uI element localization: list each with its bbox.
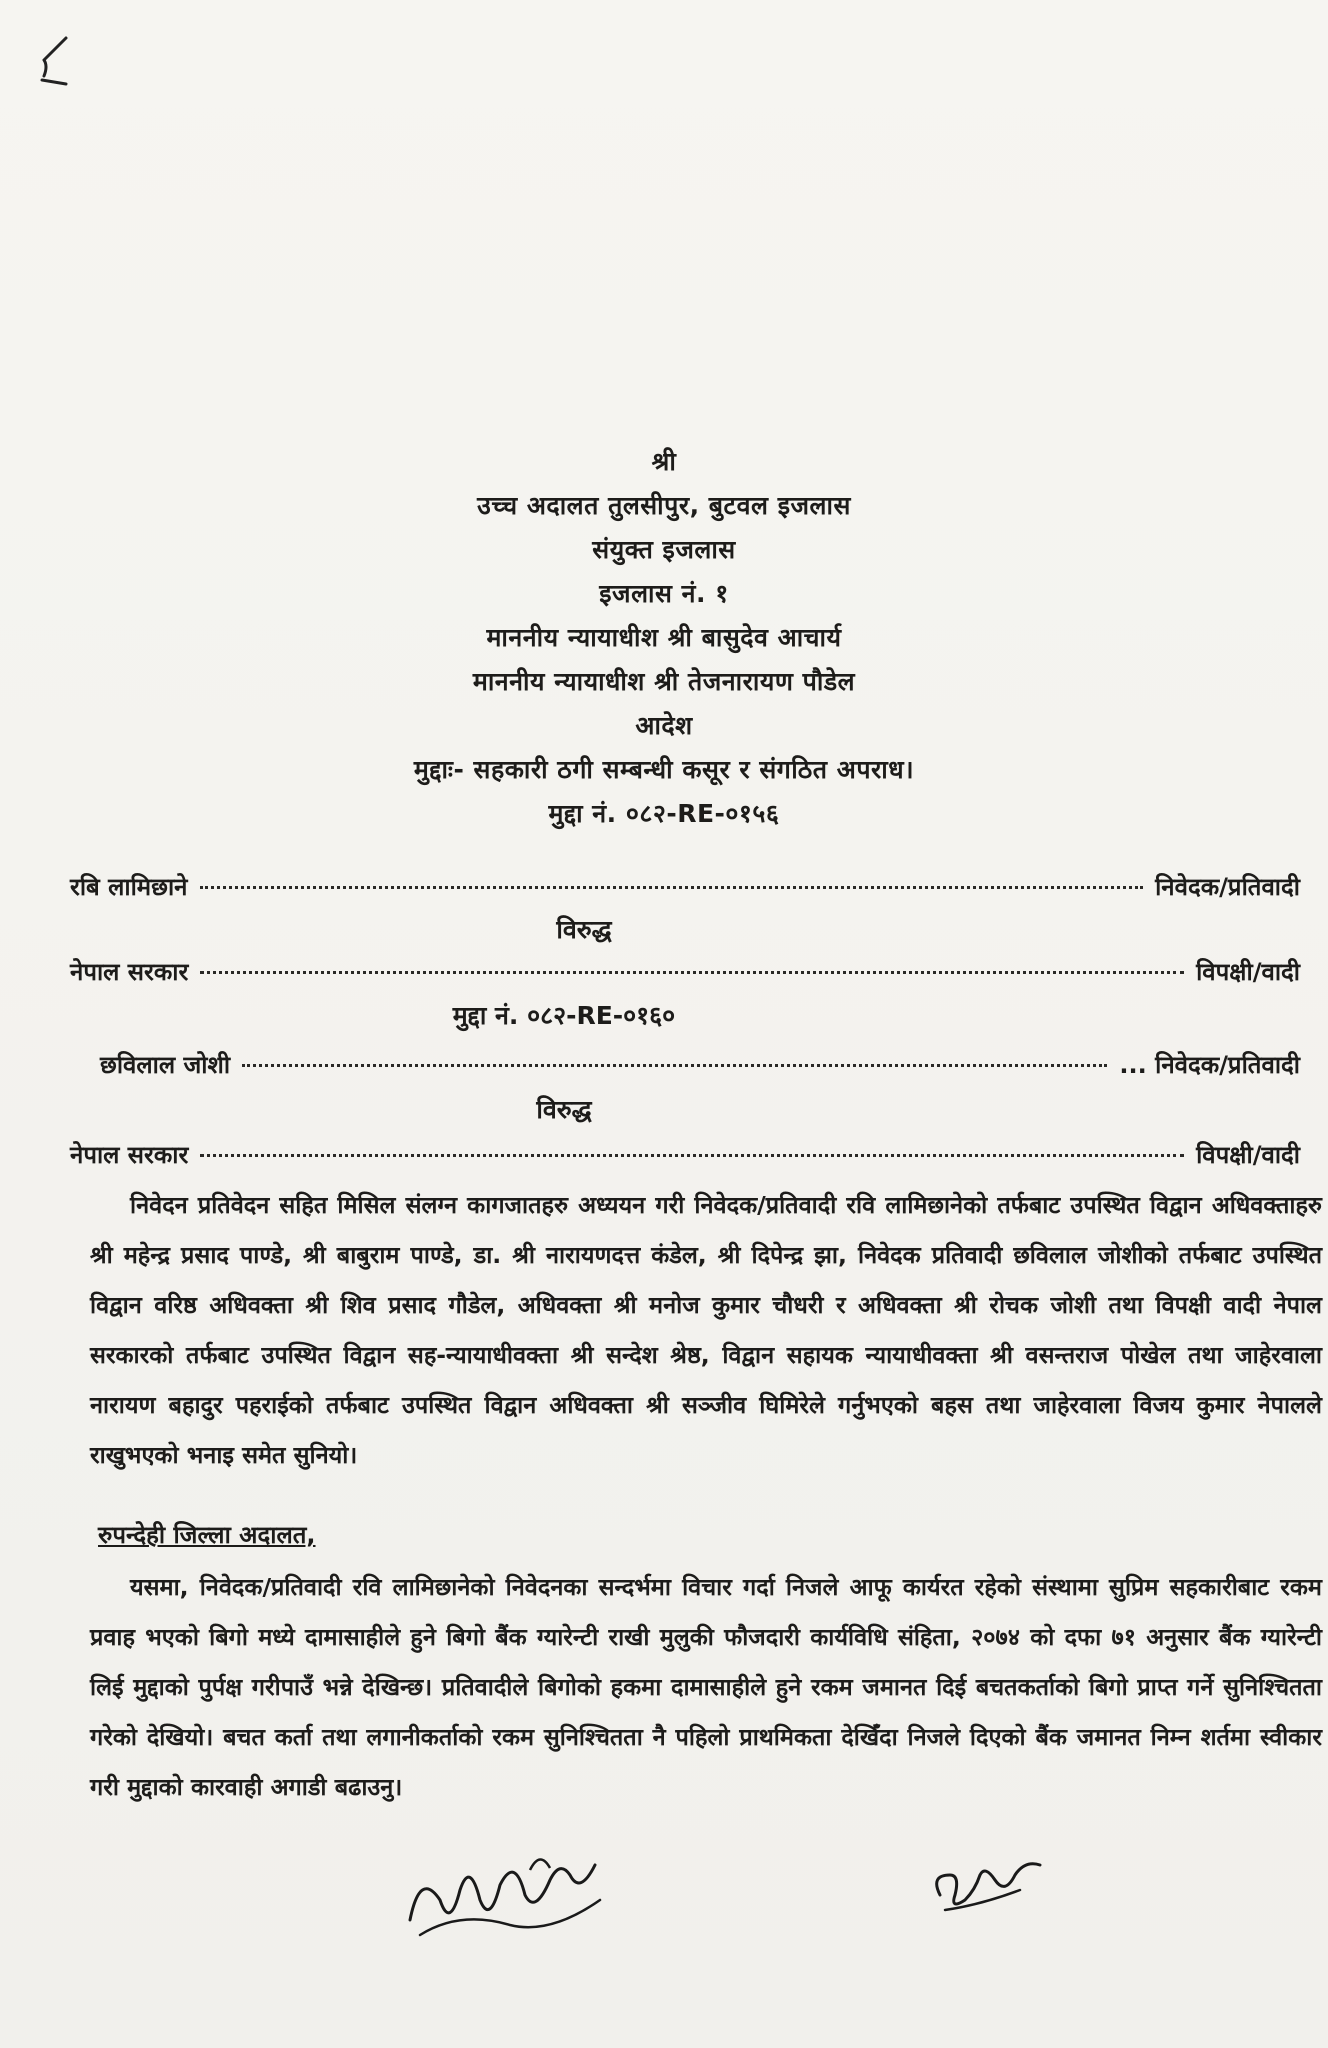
party-role: निवेदक/प्रतिवादी xyxy=(1155,873,1300,901)
leader-dots xyxy=(200,1154,1184,1157)
court-name: उच्च अदालत तुलसीपुर, बुटवल इजलास xyxy=(477,491,851,520)
corner-mark-icon xyxy=(36,30,76,90)
party-role: विपक्षी/वादी xyxy=(1196,1141,1300,1169)
judge-2: माननीय न्यायाधीश श्री तेजनारायण पौडेल xyxy=(472,667,856,696)
versus-label-1: विरुद्ध xyxy=(556,915,612,944)
bench-number: इजलास नं. १ xyxy=(599,579,729,608)
party-row-respondent-1 xyxy=(70,955,1300,988)
party-role: ... निवेदक/प्रतिवादी xyxy=(1119,1051,1300,1079)
party-role: विपक्षी/वादी xyxy=(1196,958,1300,986)
case-number-2: मुद्दा नं. ०८२-RE-०१६० xyxy=(452,1001,676,1030)
paragraph-1: निवेदन प्रतिवेदन सहित मिसिल संलग्न कागजातहरु अध्ययन गरी निवेदक/प्रतिवादी रवि लामिछानेको तर्फबाट उपस्थित विद्वान अधिवक्ताहरु श्री महेन्द्र प्रसाद पाण्डे, श्री बाबुराम पाण्डे, डा. श्री नारायणदत्त कंडेल, श्री दिपेन्द्र झा, निवेदक प्रतिवादी छविलाल जोशीको तर्फबाट उपस्थित विद्वान वरिष्ठ अधिवक्ता श्री शिव प्रसाद गौडेल, अधिवक्ता श्री मनोज कुमार चौधरी र अधिवक्ता श्री रोचक जोशी तथा विपक्षी वादी नेपाल सरकारको तर्फबाट उपस्थित विद्वान सह-न्यायाधीवक्ता श्री सन्देश श्रेष्ठ, विद्वान सहायक न्यायाधीवक्ता श्री वसन्तराज पोखेल तथा जाहेरवाला नारायण बहादुर पहराईको तर्फबाट उपस्थित विद्वान अधिवक्ता श्री सञ्जीव घिमिरेले गर्नुभएको बहस तथा जाहेरवाला विजय कुमार नेपालले राखुभएको भनाइ समेत सुनियो। xyxy=(90,1191,1322,1469)
order-paragraph xyxy=(90,1562,1322,1812)
judge-1: माननीय न्यायाधीश श्री बासुदेव आचार्य xyxy=(486,623,842,652)
party-name: नेपाल सरकार xyxy=(70,1141,189,1169)
party-name: नेपाल सरकार xyxy=(70,958,189,986)
court-header xyxy=(0,440,1328,836)
paragraph-2: यसमा, निवेदक/प्रतिवादी रवि लामिछानेको निवेदनका सन्दर्भमा विचार गर्दा निजले आफू कार्यरत रहेको संस्थामा सुप्रिम सहकारीबाट रकम प्रवाह भएको बिगो मध्ये दामासाहीले हुने बिगो बैंक ग्यारेन्टी राखी मुलुकी फौजदारी कार्यविधि संहिता, २०७४ को दफा ७१ अनुसार बैंक ग्यारेन्टी लिई मुद्दाको पुर्पक्ष गरीपाउँ भन्ने देखिन्छ। प्रतिवादीले बिगोको हकमा दामासाहीले हुने रकम जमानत दिई बचतकर्ताको बिगो प्राप्त गर्ने सुनिश्चितता गरेको देखियो। बचत कर्ता तथा लगानीकर्ताको रकम सुनिश्चितता नै पहिलो प्राथमिकता देखिँदा निजले दिएको बैंक जमानत निम्न शर्तमा स्वीकार गरी मुद्दाको कारवाही अगाडी बढाउनु। xyxy=(90,1573,1322,1801)
party-name: रबि लामिछाने xyxy=(70,873,188,901)
versus-label-2: विरुद्ध xyxy=(536,1095,592,1124)
leader-dots xyxy=(242,1064,1107,1067)
case-subject: मुद्दाः- सहकारी ठगी सम्बन्धी कसूर र संगठित अपराध। xyxy=(413,755,915,784)
district-court-subheading: रुपन्देही जिल्ला अदालत, xyxy=(98,1521,316,1549)
leader-dots xyxy=(200,886,1144,889)
case-number-1: मुद्दा नं. ०८२-RE-०१५६ xyxy=(548,799,780,828)
shree-heading: श्री xyxy=(651,447,677,476)
leader-dots xyxy=(200,971,1184,974)
party-row-respondent-2 xyxy=(70,1138,1300,1171)
signature-right-icon xyxy=(920,1845,1050,1925)
bench-type: संयुक्त इजलास xyxy=(592,535,736,564)
party-row-petitioner-1 xyxy=(70,870,1300,903)
party-name: छविलाल जोशी xyxy=(100,1051,231,1079)
party-row-petitioner-2 xyxy=(100,1048,1300,1081)
signature-left-icon xyxy=(400,1840,620,1950)
order-title: आदेश xyxy=(635,711,693,740)
hearing-paragraph xyxy=(90,1180,1322,1480)
